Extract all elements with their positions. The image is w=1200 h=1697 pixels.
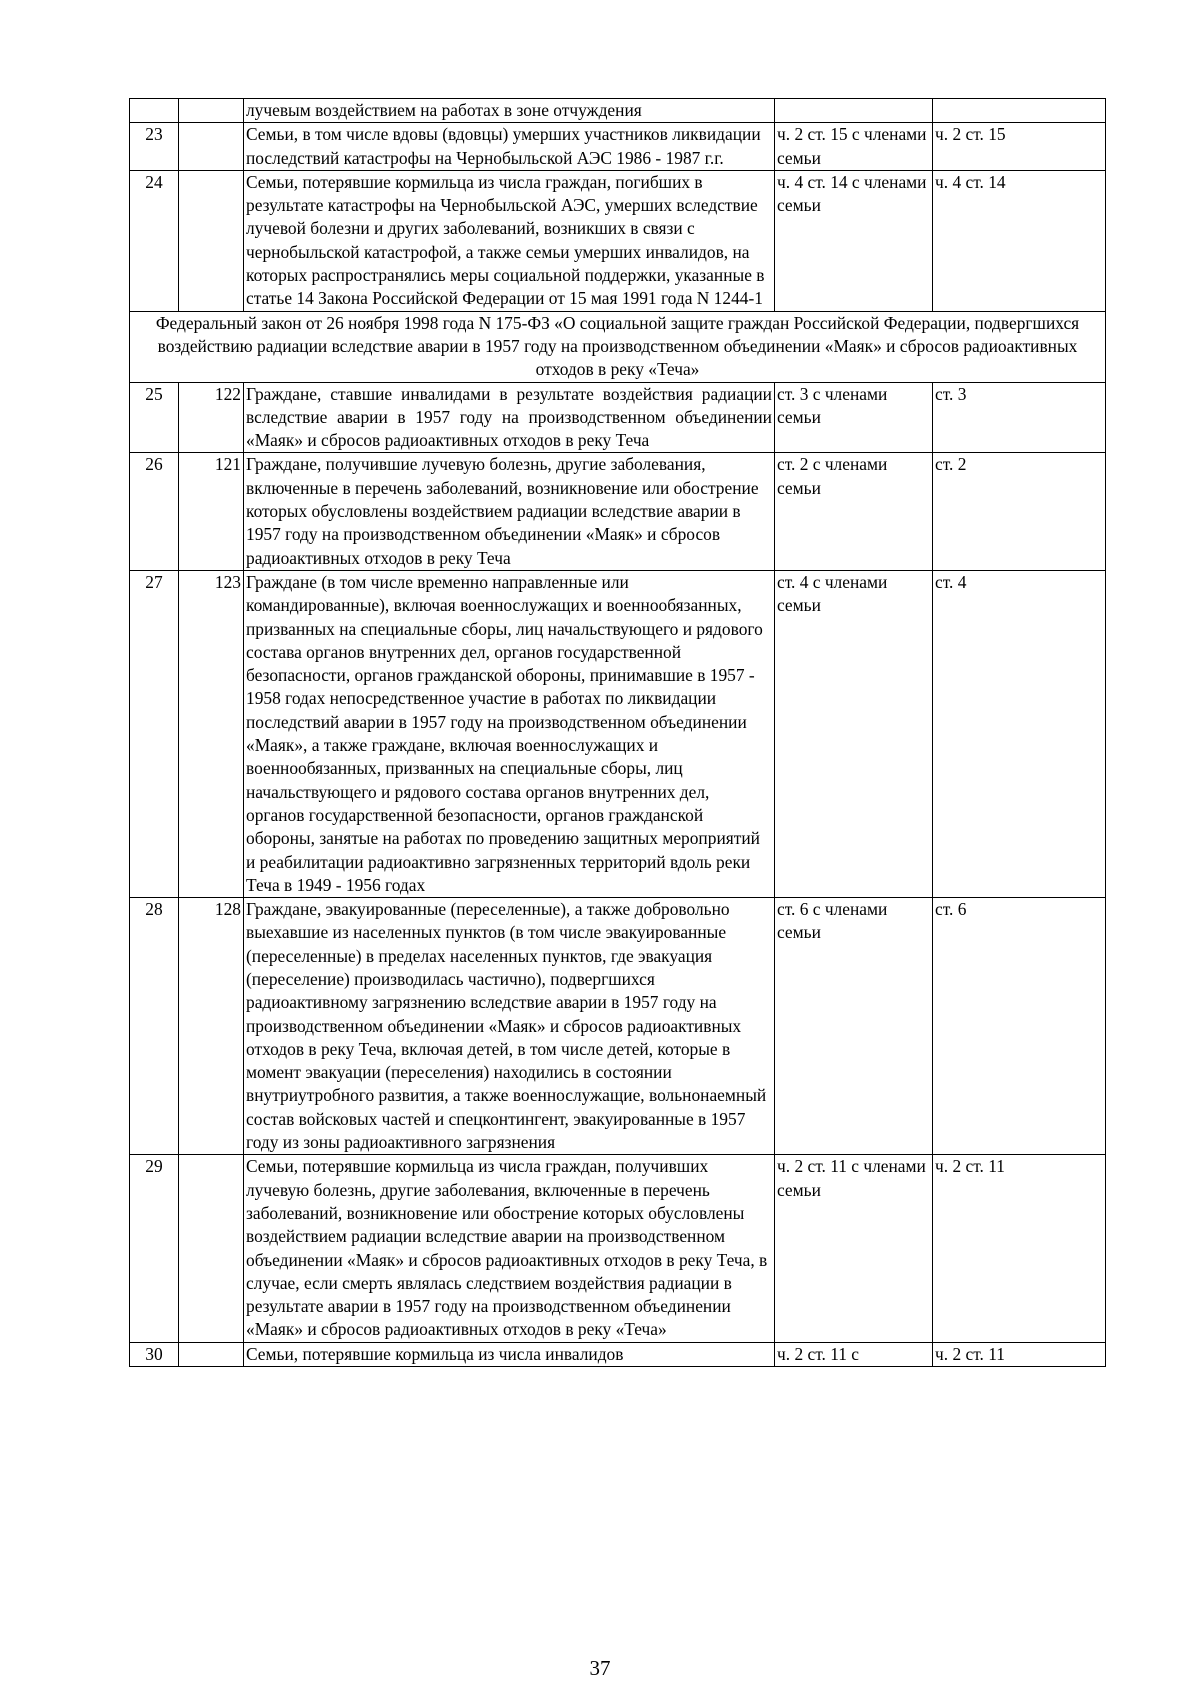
row-reference: ч. 2 ст. 11 с членами семьи bbox=[775, 1155, 933, 1342]
row-description: Семьи, потерявшие кормильца из числа инвалидов bbox=[244, 1342, 775, 1366]
row-article: ч. 4 ст. 14 bbox=[933, 170, 1106, 311]
row-description: Семьи, потерявшие кормильца из числа граждан, погибших в результате катастрофы на Чернобыльской АЭС, умерших вследствие лучевой болезни и других заболеваний, возникших в связи с чернобыльской катастрофой, а также семьи умерших инвалидов, на которых распространялись меры социальной поддержки, указанные в статье 14 Закона Российской Федерации от 15 мая 1991 года N 1244-1 bbox=[244, 170, 775, 311]
page-number: 37 bbox=[589, 1656, 611, 1680]
row-code: 123 bbox=[179, 570, 244, 897]
row-reference: ст. 6 с членами семьи bbox=[775, 898, 933, 1155]
row-number: 27 bbox=[130, 570, 179, 897]
benefits-table bbox=[129, 98, 1106, 1367]
table-row bbox=[130, 382, 1106, 453]
row-description: Граждане, ставшие инвалидами в результате воздействия радиации вследствие аварии в 1957 году на производственном объединении «Маяк» и сбросов радиоактивных отходов в реку Теча bbox=[244, 382, 775, 453]
row-number: 28 bbox=[130, 898, 179, 1155]
table-row bbox=[130, 1155, 1106, 1342]
row-article: ч. 2 ст. 11 bbox=[933, 1155, 1106, 1342]
table-row bbox=[130, 123, 1106, 171]
row-code bbox=[179, 99, 244, 123]
row-article: ст. 2 bbox=[933, 453, 1106, 570]
row-reference: ч. 2 ст. 11 с bbox=[775, 1342, 933, 1366]
section-row bbox=[130, 311, 1106, 382]
row-number: 26 bbox=[130, 453, 179, 570]
row-reference: ст. 3 с членами семьи bbox=[775, 382, 933, 453]
row-article: ст. 3 bbox=[933, 382, 1106, 453]
row-article bbox=[933, 99, 1106, 123]
row-article: ст. 4 bbox=[933, 570, 1106, 897]
row-description: лучевым воздействием на работах в зоне отчуждения bbox=[244, 99, 775, 123]
section-heading: Федеральный закон от 26 ноября 1998 года N 175-ФЗ «О социальной защите граждан Российской Федерации, подвергшихся воздействию радиации вследствие аварии в 1957 году на производственном объединении «Маяк» и сбросов радиоактивных отходов в реку «Теча» bbox=[130, 311, 1106, 382]
row-code: 122 bbox=[179, 382, 244, 453]
row-number bbox=[130, 99, 179, 123]
row-number: 30 bbox=[130, 1342, 179, 1366]
row-article: ч. 2 ст. 11 bbox=[933, 1342, 1106, 1366]
row-reference: ч. 4 ст. 14 с членами семьи bbox=[775, 170, 933, 311]
table-row bbox=[130, 570, 1106, 897]
row-description: Граждане (в том числе временно направленные или командированные), включая военнослужащих и военнообязанных, призванных на специальные сборы, лиц начальствующего и рядового состава органов внутренних дел, органов государственной безопасности, органов гражданской обороны, принимавшие в 1957 - 1958 годах непосредственное участие в работах по ликвидации последствий аварии в 1957 году на производственном объединении «Маяк», а также граждане, включая военнослужащих и военнообязанных, призванных на специальные сборы, лиц начальствующего и рядового состава органов внутренних дел, органов государственной безопасности, органов гражданской обороны, занятые на работах по проведению защитных мероприятий и реабилитации радиоактивно загрязненных территорий вдоль реки Теча в 1949 - 1956 годах bbox=[244, 570, 775, 897]
table-row bbox=[130, 99, 1106, 123]
row-number: 24 bbox=[130, 170, 179, 311]
row-description: Семьи, в том числе вдовы (вдовцы) умерших участников ликвидации последствий катастрофы на Чернобыльской АЭС 1986 - 1987 г.г. bbox=[244, 123, 775, 171]
row-reference: ст. 2 с членами семьи bbox=[775, 453, 933, 570]
row-code bbox=[179, 123, 244, 171]
row-number: 25 bbox=[130, 382, 179, 453]
table-row bbox=[130, 453, 1106, 570]
row-reference: ч. 2 ст. 15 с членами семьи bbox=[775, 123, 933, 171]
row-article: ч. 2 ст. 15 bbox=[933, 123, 1106, 171]
row-code bbox=[179, 170, 244, 311]
row-description: Семьи, потерявшие кормильца из числа граждан, получивших лучевую болезнь, другие заболевания, включенные в перечень заболеваний, возникновение или обострение которых обусловлены воздействием радиации вследствие аварии на производственном объединении «Маяк» и сбросов радиоактивных отходов в реку Теча, в случае, если смерть являлась следствием воздействия радиации в результате аварии в 1957 году на производственном объединении «Маяк» и сбросов радиоактивных отходов в реку «Теча» bbox=[244, 1155, 775, 1342]
row-article: ст. 6 bbox=[933, 898, 1106, 1155]
table-row bbox=[130, 1342, 1106, 1366]
row-reference: ст. 4 с членами семьи bbox=[775, 570, 933, 897]
row-description: Граждане, эвакуированные (переселенные), а также добровольно выехавшие из населенных пунктов (в том числе эвакуированные (переселенные) в пределах населенных пунктов, где эвакуация (переселение) производилась частично), подвергшихся радиоактивному загрязнению вследствие аварии в 1957 году на производственном объединении «Маяк» и сбросов радиоактивных отходов в реку Теча, включая детей, в том числе детей, которые в момент эвакуации (переселения) находились в состоянии внутриутробного развития, а также военнослужащие, вольнонаемный состав войсковых частей и спецконтингент, эвакуированные в 1957 году из зоны радиоактивного загрязнения bbox=[244, 898, 775, 1155]
row-code bbox=[179, 1155, 244, 1342]
table-row bbox=[130, 170, 1106, 311]
row-reference bbox=[775, 99, 933, 123]
row-code bbox=[179, 1342, 244, 1366]
row-description: Граждане, получившие лучевую болезнь, другие заболевания, включенные в перечень заболеваний, возникновение или обострение которых обусловлены воздействием радиации вследствие аварии в 1957 году на производственном объединении «Маяк» и сбросов радиоактивных отходов в реку Теча bbox=[244, 453, 775, 570]
row-code: 121 bbox=[179, 453, 244, 570]
row-code: 128 bbox=[179, 898, 244, 1155]
row-number: 23 bbox=[130, 123, 179, 171]
table-row bbox=[130, 898, 1106, 1155]
row-number: 29 bbox=[130, 1155, 179, 1342]
